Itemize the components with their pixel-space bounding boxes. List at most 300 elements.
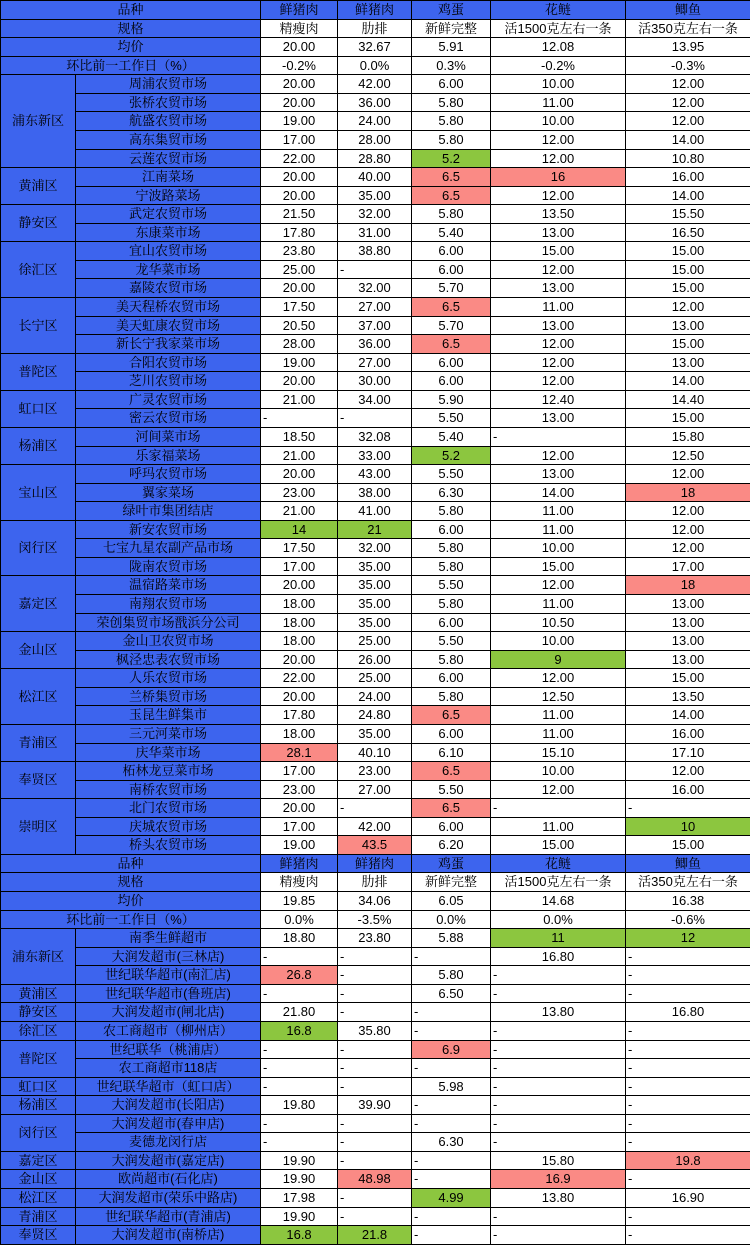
price-cell: 17.50 <box>261 539 338 558</box>
market-row <box>1 149 750 168</box>
price-cell: 12.40 <box>491 390 626 409</box>
price-cell: 41.00 <box>338 502 412 521</box>
price-cell: 11.00 <box>491 595 626 614</box>
market-name: 嘉陵农贸市场 <box>76 279 261 298</box>
price-cell: 40.10 <box>338 743 412 762</box>
market-row <box>1 186 750 205</box>
market-row <box>1 632 750 651</box>
price-cell: 19.90 <box>261 1170 338 1189</box>
price-cell: - <box>261 1077 338 1096</box>
price-cell: 32.00 <box>338 205 412 224</box>
price-cell: 17.00 <box>261 762 338 781</box>
market-row <box>1 223 750 242</box>
price-cell: 17.00 <box>261 817 338 836</box>
market-row <box>1 242 750 261</box>
price-cell: 25.00 <box>338 669 412 688</box>
market-name: 庆华菜市场 <box>76 743 261 762</box>
price-cell: - <box>626 984 750 1003</box>
price-cell: 5.50 <box>412 465 491 484</box>
price-cell: 13.00 <box>491 409 626 428</box>
price-cell: 11.00 <box>491 93 626 112</box>
price-cell: 34.00 <box>338 390 412 409</box>
header-row-kind <box>1 1 750 20</box>
price-cell: 23.80 <box>338 929 412 948</box>
market-row <box>1 706 750 725</box>
header-spec-cell: 精瘦肉 <box>261 19 338 38</box>
price-cell: 19.00 <box>261 836 338 855</box>
average-label: 均价 <box>1 892 261 911</box>
market-name: 合阳农贸市场 <box>76 353 261 372</box>
price-cell: 18.00 <box>261 724 338 743</box>
header-spec-cell: 精瘦肉 <box>261 873 338 892</box>
price-cell: 15.80 <box>626 427 750 446</box>
change-value: 0.0% <box>412 910 491 929</box>
district-name: 奉贤区 <box>1 762 76 799</box>
price-cell: 13.80 <box>491 1189 626 1208</box>
price-cell: - <box>491 1096 626 1115</box>
change-value: 0.0% <box>338 56 412 75</box>
price-cell: - <box>412 1021 491 1040</box>
price-cell: 42.00 <box>338 817 412 836</box>
market-name: 大润发超市(三林店) <box>76 947 261 966</box>
price-cell: 5.80 <box>412 112 491 131</box>
price-cell: 6.9 <box>412 1040 491 1059</box>
price-cell: 20.00 <box>261 279 338 298</box>
price-cell: - <box>491 1077 626 1096</box>
price-cell: 14.00 <box>626 706 750 725</box>
market-name: 世纪联华超市(鲁班店) <box>76 984 261 1003</box>
market-name: 南翔农贸市场 <box>76 595 261 614</box>
price-cell: 10.00 <box>491 632 626 651</box>
price-cell: 5.2 <box>412 149 491 168</box>
price-cell: - <box>412 1207 491 1226</box>
price-cell: - <box>338 947 412 966</box>
market-name: 三元河菜市场 <box>76 724 261 743</box>
price-cell: - <box>261 984 338 1003</box>
price-cell: 6.00 <box>412 817 491 836</box>
market-name: 翼家菜场 <box>76 483 261 502</box>
price-cell: 14.00 <box>626 186 750 205</box>
price-cell: 18 <box>626 576 750 595</box>
market-row <box>1 650 750 669</box>
price-cell: 15.00 <box>491 836 626 855</box>
market-row <box>1 595 750 614</box>
price-cell: 11.00 <box>491 298 626 317</box>
price-cell: 24.80 <box>338 706 412 725</box>
market-row <box>1 743 750 762</box>
average-value: 34.06 <box>338 892 412 911</box>
change-value: 0.3% <box>412 56 491 75</box>
price-cell: 17.80 <box>261 706 338 725</box>
price-cell: 12.00 <box>491 130 626 149</box>
price-cell: - <box>338 409 412 428</box>
market-name: 世纪联华超市（虹口店） <box>76 1077 261 1096</box>
market-row <box>1 409 750 428</box>
header-spec-cell: 活1500克左右一条 <box>491 873 626 892</box>
market-row <box>1 112 750 131</box>
price-cell: 5.80 <box>412 966 491 985</box>
market-name: 世纪联华（桃浦店） <box>76 1040 261 1059</box>
price-cell: 21.00 <box>261 502 338 521</box>
average-value: 12.08 <box>491 38 626 57</box>
price-cell: 6.00 <box>412 75 491 94</box>
market-name: 大润发超市(长阳店) <box>76 1096 261 1115</box>
price-cell: 37.00 <box>338 316 412 335</box>
district-name: 嘉定区 <box>1 576 76 632</box>
price-cell: 6.00 <box>412 724 491 743</box>
price-cell: 6.30 <box>412 483 491 502</box>
market-row <box>1 75 750 94</box>
district-name: 松江区 <box>1 1189 76 1208</box>
market-name: 周浦农贸市场 <box>76 75 261 94</box>
district-name: 崇明区 <box>1 799 76 855</box>
price-cell: 15.50 <box>626 205 750 224</box>
price-cell: 23.00 <box>261 780 338 799</box>
price-cell: 15.00 <box>491 557 626 576</box>
market-row <box>1 799 750 818</box>
market-name: 东康菜市场 <box>76 223 261 242</box>
price-cell: 10.00 <box>491 762 626 781</box>
market-row <box>1 372 750 391</box>
price-cell: 6.00 <box>412 260 491 279</box>
price-cell: - <box>626 1170 750 1189</box>
price-cell: 20.00 <box>261 93 338 112</box>
price-cell: - <box>338 799 412 818</box>
price-cell: 17.00 <box>261 557 338 576</box>
price-cell: 14.00 <box>626 372 750 391</box>
market-name: 宜山农贸市场 <box>76 242 261 261</box>
price-cell: 16.9 <box>491 1170 626 1189</box>
market-name: 大润发超市(荣乐中路店) <box>76 1189 261 1208</box>
price-cell: 20.00 <box>261 465 338 484</box>
price-cell: 31.00 <box>338 223 412 242</box>
market-name: 芝川农贸市场 <box>76 372 261 391</box>
price-cell: 15.00 <box>626 409 750 428</box>
average-value: 14.68 <box>491 892 626 911</box>
price-cell: 21.00 <box>261 446 338 465</box>
price-cell: - <box>338 1207 412 1226</box>
price-cell: 21 <box>338 520 412 539</box>
price-cell: 14.00 <box>491 483 626 502</box>
price-cell: 28.00 <box>261 335 338 354</box>
price-cell: 18.00 <box>261 595 338 614</box>
price-cell: 6.20 <box>412 836 491 855</box>
market-name: 世纪联华超市(南汇店) <box>76 966 261 985</box>
price-cell: 36.00 <box>338 93 412 112</box>
average-value: 20.00 <box>261 38 338 57</box>
market-row <box>1 780 750 799</box>
price-cell: 6.30 <box>412 1133 491 1152</box>
price-cell: 12.00 <box>626 112 750 131</box>
header-kind-cell: 鲜猪肉 <box>338 854 412 873</box>
price-cell: - <box>491 984 626 1003</box>
price-cell: 16.00 <box>626 780 750 799</box>
market-row <box>1 168 750 187</box>
price-cell: 32.00 <box>338 539 412 558</box>
price-cell: 12.00 <box>626 298 750 317</box>
price-cell: - <box>412 1170 491 1189</box>
price-cell: 5.80 <box>412 130 491 149</box>
price-cell: - <box>491 966 626 985</box>
price-cell: 40.00 <box>338 168 412 187</box>
price-cell: - <box>338 1133 412 1152</box>
price-cell: 13.00 <box>491 223 626 242</box>
price-cell: 15.00 <box>491 242 626 261</box>
price-cell: 26.00 <box>338 650 412 669</box>
average-label: 均价 <box>1 38 261 57</box>
price-cell: - <box>261 1040 338 1059</box>
price-cell: 21.80 <box>261 1003 338 1022</box>
district-name: 浦东新区 <box>1 929 76 985</box>
price-cell: 12.00 <box>626 502 750 521</box>
change-row <box>1 910 750 929</box>
price-cell: 10 <box>626 817 750 836</box>
market-name: 云莲农贸市场 <box>76 149 261 168</box>
market-row <box>1 613 750 632</box>
market-row <box>1 687 750 706</box>
market-row <box>1 1226 750 1245</box>
market-name: 大润发超市(嘉定店) <box>76 1151 261 1170</box>
price-cell: 22.00 <box>261 149 338 168</box>
price-cell: 27.00 <box>338 353 412 372</box>
average-value: 19.85 <box>261 892 338 911</box>
header-spec-cell: 肋排 <box>338 19 412 38</box>
price-cell: 23.80 <box>261 242 338 261</box>
price-cell: 16.8 <box>261 1226 338 1245</box>
price-cell: 20.00 <box>261 576 338 595</box>
price-cell: 32.00 <box>338 279 412 298</box>
market-row <box>1 1021 750 1040</box>
market-row <box>1 1133 750 1152</box>
price-cell: 17.00 <box>261 130 338 149</box>
price-cell: 13.50 <box>626 687 750 706</box>
price-cell: 18.00 <box>261 613 338 632</box>
market-name: 北门农贸市场 <box>76 799 261 818</box>
market-row <box>1 279 750 298</box>
price-cell: 48.98 <box>338 1170 412 1189</box>
price-cell: - <box>626 1021 750 1040</box>
header-spec-cell: 活1500克左右一条 <box>491 19 626 38</box>
price-cell: 24.00 <box>338 687 412 706</box>
price-cell: 35.00 <box>338 576 412 595</box>
price-cell: - <box>338 1040 412 1059</box>
market-name: 七宝九星农副产品市场 <box>76 539 261 558</box>
market-row <box>1 353 750 372</box>
price-cell: 20.00 <box>261 650 338 669</box>
market-row <box>1 1077 750 1096</box>
price-cell: - <box>261 409 338 428</box>
market-name: 欧尚超市(石化店) <box>76 1170 261 1189</box>
change-value: -0.6% <box>626 910 750 929</box>
price-cell: - <box>491 1226 626 1245</box>
price-cell: 13.50 <box>491 205 626 224</box>
header-spec-cell: 新鲜完整 <box>412 873 491 892</box>
price-cell: 6.00 <box>412 669 491 688</box>
price-cell: 5.70 <box>412 316 491 335</box>
district-name: 杨浦区 <box>1 427 76 464</box>
market-row <box>1 446 750 465</box>
price-cell: 5.40 <box>412 427 491 446</box>
price-cell: 12.00 <box>626 539 750 558</box>
market-name: 金山卫农贸市场 <box>76 632 261 651</box>
header-label-kind: 品种 <box>1 854 261 873</box>
price-cell: 16.8 <box>261 1021 338 1040</box>
market-row <box>1 817 750 836</box>
market-name: 呼玛农贸市场 <box>76 465 261 484</box>
price-cell: 15.80 <box>491 1151 626 1170</box>
market-row <box>1 335 750 354</box>
price-cell: - <box>261 1114 338 1133</box>
price-cell: 12.00 <box>626 520 750 539</box>
price-cell: 5.80 <box>412 205 491 224</box>
price-cell: - <box>626 1096 750 1115</box>
price-cell: - <box>626 947 750 966</box>
header-spec-cell: 活350克左右一条 <box>626 873 750 892</box>
price-cell: 13.00 <box>626 650 750 669</box>
price-cell: 25.00 <box>338 632 412 651</box>
price-cell: 12.00 <box>626 465 750 484</box>
price-cell: 20.00 <box>261 75 338 94</box>
market-row <box>1 557 750 576</box>
price-cell: 6.5 <box>412 335 491 354</box>
price-cell: - <box>338 1189 412 1208</box>
price-cell: 16.80 <box>491 947 626 966</box>
average-value: 13.95 <box>626 38 750 57</box>
market-row <box>1 984 750 1003</box>
price-cell: 17.50 <box>261 298 338 317</box>
price-cell: 6.50 <box>412 984 491 1003</box>
district-name: 奉贤区 <box>1 1226 76 1245</box>
price-cell: 32.08 <box>338 427 412 446</box>
header-kind-cell: 鲜猪肉 <box>338 1 412 20</box>
market-row <box>1 1151 750 1170</box>
price-cell: 15.00 <box>626 242 750 261</box>
price-cell: - <box>261 1059 338 1078</box>
district-name: 浦东新区 <box>1 75 76 168</box>
market-row <box>1 427 750 446</box>
market-name: 高东集贸市场 <box>76 130 261 149</box>
average-value: 6.05 <box>412 892 491 911</box>
market-row <box>1 465 750 484</box>
price-cell: 12.00 <box>491 372 626 391</box>
price-cell: 6.5 <box>412 799 491 818</box>
market-name: 武定农贸市场 <box>76 205 261 224</box>
market-row <box>1 947 750 966</box>
price-cell: - <box>412 1059 491 1078</box>
market-name: 人乐农贸市场 <box>76 669 261 688</box>
market-row <box>1 836 750 855</box>
price-cell: 21.50 <box>261 205 338 224</box>
district-name: 徐汇区 <box>1 242 76 298</box>
price-cell: - <box>626 1077 750 1096</box>
price-cell: 19.00 <box>261 112 338 131</box>
price-cell: 19.80 <box>261 1096 338 1115</box>
market-row <box>1 130 750 149</box>
price-cell: - <box>338 984 412 1003</box>
header-row-spec <box>1 873 750 892</box>
price-cell: 5.80 <box>412 595 491 614</box>
market-row <box>1 1170 750 1189</box>
price-cell: 12.50 <box>626 446 750 465</box>
price-cell: 13.80 <box>491 1003 626 1022</box>
price-cell: 21.00 <box>261 390 338 409</box>
price-cell: 5.80 <box>412 93 491 112</box>
price-cell: - <box>412 1096 491 1115</box>
price-cell: 9 <box>491 650 626 669</box>
price-cell: 12.00 <box>626 75 750 94</box>
price-cell: 4.99 <box>412 1189 491 1208</box>
price-cell: 10.00 <box>491 539 626 558</box>
average-row <box>1 38 750 57</box>
price-cell: 6.00 <box>412 372 491 391</box>
price-cell: - <box>338 1059 412 1078</box>
price-cell: 25.00 <box>261 260 338 279</box>
price-cell: 17.98 <box>261 1189 338 1208</box>
price-cell: 6.5 <box>412 168 491 187</box>
market-name: 陇南农贸市场 <box>76 557 261 576</box>
price-cell: 12.00 <box>491 260 626 279</box>
market-row <box>1 390 750 409</box>
change-value: -0.3% <box>626 56 750 75</box>
market-row <box>1 93 750 112</box>
market-name: 兰桥集贸市场 <box>76 687 261 706</box>
price-cell: 11.00 <box>491 706 626 725</box>
market-name: 桥头农贸市场 <box>76 836 261 855</box>
market-name: 航盛农贸市场 <box>76 112 261 131</box>
price-cell: 16.00 <box>626 724 750 743</box>
price-cell: 27.00 <box>338 298 412 317</box>
price-cell: 20.00 <box>261 186 338 205</box>
market-name: 荣创集贸市场戬浜分公司 <box>76 613 261 632</box>
price-cell: - <box>626 1040 750 1059</box>
market-row <box>1 1040 750 1059</box>
price-cell: 6.10 <box>412 743 491 762</box>
price-cell: - <box>412 1003 491 1022</box>
price-cell: 22.00 <box>261 669 338 688</box>
district-name: 闵行区 <box>1 1114 76 1151</box>
district-name: 静安区 <box>1 1003 76 1022</box>
average-value: 32.67 <box>338 38 412 57</box>
header-kind-cell: 鲜猪肉 <box>261 1 338 20</box>
market-row <box>1 1207 750 1226</box>
price-cell: 11.00 <box>491 502 626 521</box>
price-table-body <box>1 1 750 1245</box>
market-name: 大润发超市(闸北店) <box>76 1003 261 1022</box>
market-name: 张桥农贸市场 <box>76 93 261 112</box>
market-row <box>1 1114 750 1133</box>
price-cell: 15.00 <box>626 279 750 298</box>
district-name: 闵行区 <box>1 520 76 576</box>
district-name: 杨浦区 <box>1 1096 76 1115</box>
market-name: 乐家福菜场 <box>76 446 261 465</box>
header-label-kind: 品种 <box>1 1 261 20</box>
price-cell: 5.50 <box>412 576 491 595</box>
price-cell: 6.00 <box>412 613 491 632</box>
header-kind-cell: 鸡蛋 <box>412 1 491 20</box>
price-cell: 10.00 <box>491 75 626 94</box>
price-cell: - <box>412 1151 491 1170</box>
price-cell: - <box>626 1226 750 1245</box>
price-cell: - <box>491 1040 626 1059</box>
market-row <box>1 298 750 317</box>
price-cell: 5.50 <box>412 632 491 651</box>
price-cell: 28.80 <box>338 149 412 168</box>
change-label: 环比前一工作日（%） <box>1 56 261 75</box>
price-cell: 6.00 <box>412 242 491 261</box>
price-cell: 13.00 <box>491 465 626 484</box>
price-cell: 26.8 <box>261 966 338 985</box>
market-name: 玉昆生鲜集市 <box>76 706 261 725</box>
